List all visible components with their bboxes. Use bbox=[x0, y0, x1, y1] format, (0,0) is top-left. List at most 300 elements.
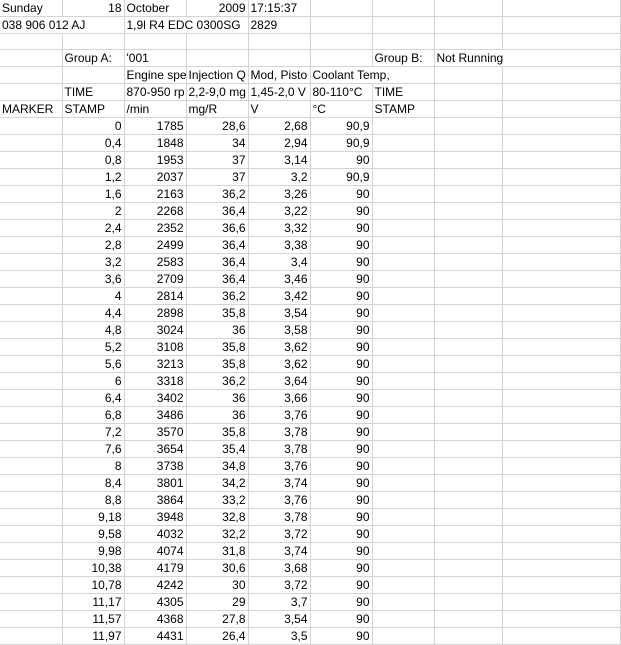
cell-empty[interactable] bbox=[502, 237, 620, 254]
cell-empty[interactable] bbox=[434, 424, 502, 441]
cell-time-stamp[interactable]: 11,57 bbox=[62, 611, 124, 628]
cell-month[interactable]: October bbox=[124, 0, 186, 17]
cell-group-b-stamp-label[interactable]: STAMP bbox=[372, 101, 434, 118]
cell-coolant-temp[interactable]: 90 bbox=[310, 628, 372, 645]
cell-mod-piston[interactable]: 2,94 bbox=[248, 135, 310, 152]
cell-empty[interactable] bbox=[502, 220, 620, 237]
cell-engine-speed[interactable]: 4179 bbox=[124, 560, 186, 577]
cell-empty[interactable] bbox=[434, 34, 502, 50]
cell-empty[interactable] bbox=[434, 322, 502, 339]
cell-time-stamp[interactable]: 2 bbox=[62, 203, 124, 220]
cell-group-b-time-label[interactable]: TIME bbox=[372, 84, 434, 101]
cell-empty[interactable] bbox=[434, 254, 502, 271]
cell-mod-piston[interactable]: 3,58 bbox=[248, 322, 310, 339]
cell-empty[interactable] bbox=[372, 17, 434, 34]
cell-marker[interactable] bbox=[0, 135, 62, 152]
cell-coolant-temp[interactable]: 90 bbox=[310, 322, 372, 339]
cell-engine-speed[interactable]: 1848 bbox=[124, 135, 186, 152]
cell-col-engine-speed[interactable]: Engine spe bbox=[124, 67, 186, 84]
cell-empty[interactable] bbox=[434, 441, 502, 458]
cell-time-stamp[interactable]: 4,8 bbox=[62, 322, 124, 339]
cell-coolant-temp[interactable]: 90 bbox=[310, 237, 372, 254]
cell-injection-qty[interactable]: 27,8 bbox=[186, 611, 248, 628]
cell-empty[interactable] bbox=[502, 543, 620, 560]
cell-empty[interactable] bbox=[372, 560, 434, 577]
cell-mod-piston[interactable]: 3,22 bbox=[248, 203, 310, 220]
cell-injection-qty[interactable]: 36 bbox=[186, 390, 248, 407]
cell-empty[interactable] bbox=[502, 84, 620, 101]
cell-mod-piston[interactable]: 3,76 bbox=[248, 407, 310, 424]
cell-marker[interactable] bbox=[0, 577, 62, 594]
cell-time-stamp[interactable]: 5,6 bbox=[62, 356, 124, 373]
cell-mod-piston[interactable]: 3,26 bbox=[248, 186, 310, 203]
cell-marker[interactable] bbox=[0, 220, 62, 237]
cell-marker[interactable] bbox=[0, 271, 62, 288]
cell-empty[interactable] bbox=[434, 17, 502, 34]
cell-coolant-temp[interactable]: 90 bbox=[310, 577, 372, 594]
cell-group-b-label[interactable]: Group B: bbox=[372, 50, 434, 67]
cell-marker[interactable] bbox=[0, 543, 62, 560]
cell-empty[interactable] bbox=[502, 169, 620, 186]
cell-time-stamp[interactable]: 7,2 bbox=[62, 424, 124, 441]
cell-engine-speed[interactable]: 3318 bbox=[124, 373, 186, 390]
cell-coolant-temp[interactable]: 90 bbox=[310, 373, 372, 390]
cell-empty[interactable] bbox=[372, 271, 434, 288]
cell-empty[interactable] bbox=[310, 50, 372, 67]
cell-empty[interactable] bbox=[434, 101, 502, 118]
cell-injection-qty[interactable]: 37 bbox=[186, 169, 248, 186]
cell-empty[interactable] bbox=[434, 543, 502, 560]
cell-col-coolant-temp[interactable]: Coolant Temp, bbox=[310, 67, 434, 84]
cell-empty[interactable] bbox=[372, 373, 434, 390]
cell-engine-speed[interactable]: 3948 bbox=[124, 509, 186, 526]
cell-empty[interactable] bbox=[372, 152, 434, 169]
cell-injection-qty[interactable]: 36,4 bbox=[186, 203, 248, 220]
cell-empty[interactable] bbox=[502, 322, 620, 339]
cell-coolant-temp[interactable]: 90 bbox=[310, 152, 372, 169]
cell-injection-qty[interactable]: 30 bbox=[186, 577, 248, 594]
cell-coolant-temp[interactable]: 90 bbox=[310, 441, 372, 458]
cell-coolant-temp[interactable]: 90 bbox=[310, 594, 372, 611]
cell-empty[interactable] bbox=[434, 118, 502, 135]
cell-time-stamp[interactable]: 9,18 bbox=[62, 509, 124, 526]
cell-empty[interactable] bbox=[502, 135, 620, 152]
cell-marker[interactable] bbox=[0, 254, 62, 271]
cell-marker[interactable] bbox=[0, 475, 62, 492]
cell-coolant-temp[interactable]: 90 bbox=[310, 509, 372, 526]
cell-empty[interactable] bbox=[502, 458, 620, 475]
cell-coolant-temp[interactable]: 90,9 bbox=[310, 118, 372, 135]
cell-empty[interactable] bbox=[434, 220, 502, 237]
cell-injection-qty[interactable]: 34 bbox=[186, 135, 248, 152]
cell-engine-desc[interactable]: 1,9l R4 EDC 0300SG bbox=[124, 17, 248, 34]
cell-empty[interactable] bbox=[372, 458, 434, 475]
cell-time-stamp[interactable]: 7,6 bbox=[62, 441, 124, 458]
cell-marker[interactable] bbox=[0, 628, 62, 645]
cell-time-stamp[interactable]: 1,6 bbox=[62, 186, 124, 203]
cell-empty[interactable] bbox=[372, 322, 434, 339]
cell-injection-qty[interactable]: 35,4 bbox=[186, 441, 248, 458]
cell-empty[interactable] bbox=[502, 611, 620, 628]
cell-empty[interactable] bbox=[372, 186, 434, 203]
cell-empty[interactable] bbox=[434, 237, 502, 254]
cell-empty[interactable] bbox=[372, 441, 434, 458]
cell-empty[interactable] bbox=[434, 135, 502, 152]
cell-injection-qty[interactable]: 36 bbox=[186, 322, 248, 339]
cell-empty[interactable] bbox=[0, 50, 62, 67]
cell-mod-piston[interactable]: 3,78 bbox=[248, 509, 310, 526]
cell-coolant-temp[interactable]: 90 bbox=[310, 271, 372, 288]
cell-date-num[interactable]: 18 bbox=[62, 0, 124, 17]
cell-mod-piston[interactable]: 3,78 bbox=[248, 441, 310, 458]
cell-engine-speed[interactable]: 4305 bbox=[124, 594, 186, 611]
cell-empty[interactable] bbox=[372, 509, 434, 526]
cell-coolant-temp[interactable]: 90 bbox=[310, 492, 372, 509]
cell-marker[interactable] bbox=[0, 186, 62, 203]
cell-empty[interactable] bbox=[372, 305, 434, 322]
cell-empty[interactable] bbox=[434, 203, 502, 220]
cell-empty[interactable] bbox=[434, 577, 502, 594]
cell-empty[interactable] bbox=[434, 305, 502, 322]
cell-empty[interactable] bbox=[502, 288, 620, 305]
cell-empty[interactable] bbox=[502, 203, 620, 220]
cell-empty[interactable] bbox=[372, 407, 434, 424]
cell-time-stamp[interactable]: 11,17 bbox=[62, 594, 124, 611]
cell-empty[interactable] bbox=[372, 628, 434, 645]
cell-engine-speed[interactable]: 4074 bbox=[124, 543, 186, 560]
cell-empty[interactable] bbox=[372, 543, 434, 560]
cell-injection-qty[interactable]: 36,2 bbox=[186, 288, 248, 305]
cell-injection-qty[interactable]: 36,2 bbox=[186, 373, 248, 390]
cell-group-a-label[interactable]: Group A: bbox=[62, 50, 124, 67]
cell-empty[interactable] bbox=[372, 577, 434, 594]
cell-coolant-temp[interactable]: 90 bbox=[310, 611, 372, 628]
cell-marker[interactable] bbox=[0, 492, 62, 509]
cell-empty[interactable] bbox=[0, 34, 62, 50]
cell-empty[interactable] bbox=[434, 373, 502, 390]
cell-time-stamp[interactable]: 6,8 bbox=[62, 407, 124, 424]
cell-empty[interactable] bbox=[434, 84, 502, 101]
cell-engine-speed[interactable]: 2583 bbox=[124, 254, 186, 271]
cell-time-stamp[interactable]: 0,8 bbox=[62, 152, 124, 169]
cell-injection-qty[interactable]: 36,4 bbox=[186, 237, 248, 254]
cell-coolant-temp[interactable]: 90 bbox=[310, 543, 372, 560]
cell-empty[interactable] bbox=[502, 594, 620, 611]
cell-empty[interactable] bbox=[434, 339, 502, 356]
cell-empty[interactable] bbox=[0, 84, 62, 101]
cell-empty[interactable] bbox=[434, 594, 502, 611]
cell-empty[interactable] bbox=[434, 67, 502, 84]
cell-injection-qty[interactable]: 35,8 bbox=[186, 339, 248, 356]
cell-marker[interactable] bbox=[0, 237, 62, 254]
cell-empty[interactable] bbox=[502, 492, 620, 509]
cell-mod-piston[interactable]: 3,76 bbox=[248, 492, 310, 509]
cell-mod-piston[interactable]: 3,42 bbox=[248, 288, 310, 305]
cell-empty[interactable] bbox=[434, 407, 502, 424]
cell-engine-speed[interactable]: 3108 bbox=[124, 339, 186, 356]
cell-empty[interactable] bbox=[372, 169, 434, 186]
cell-time-stamp[interactable]: 2,4 bbox=[62, 220, 124, 237]
cell-injection-qty[interactable]: 34,8 bbox=[186, 458, 248, 475]
cell-time-stamp[interactable]: 9,58 bbox=[62, 526, 124, 543]
cell-empty[interactable] bbox=[434, 390, 502, 407]
cell-empty[interactable] bbox=[372, 594, 434, 611]
cell-time-stamp[interactable]: 9,98 bbox=[62, 543, 124, 560]
cell-empty[interactable] bbox=[502, 305, 620, 322]
cell-empty[interactable] bbox=[502, 67, 620, 84]
cell-engine-speed[interactable]: 2499 bbox=[124, 237, 186, 254]
cell-empty[interactable] bbox=[502, 373, 620, 390]
cell-engine-speed[interactable]: 2898 bbox=[124, 305, 186, 322]
cell-time-stamp[interactable]: 10,38 bbox=[62, 560, 124, 577]
cell-mod-piston[interactable]: 3,74 bbox=[248, 543, 310, 560]
cell-time-stamp[interactable]: 10,78 bbox=[62, 577, 124, 594]
cell-engine-speed[interactable]: 3486 bbox=[124, 407, 186, 424]
cell-empty[interactable] bbox=[372, 118, 434, 135]
cell-time-stamp[interactable]: 11,97 bbox=[62, 628, 124, 645]
cell-marker[interactable] bbox=[0, 305, 62, 322]
cell-mod-piston[interactable]: 3,76 bbox=[248, 458, 310, 475]
cell-marker[interactable] bbox=[0, 424, 62, 441]
cell-engine-speed[interactable]: 4242 bbox=[124, 577, 186, 594]
cell-empty[interactable] bbox=[502, 152, 620, 169]
cell-empty[interactable] bbox=[502, 509, 620, 526]
cell-empty[interactable] bbox=[372, 0, 434, 17]
cell-part-number[interactable]: 038 906 012 AJ bbox=[0, 17, 124, 34]
cell-coolant-temp[interactable]: 90 bbox=[310, 458, 372, 475]
cell-day[interactable]: Sunday bbox=[0, 0, 62, 17]
cell-mod-piston[interactable]: 3,38 bbox=[248, 237, 310, 254]
cell-mod-piston[interactable]: 3,32 bbox=[248, 220, 310, 237]
cell-engine-speed[interactable]: 1953 bbox=[124, 152, 186, 169]
cell-time-stamp[interactable]: 6,4 bbox=[62, 390, 124, 407]
cell-empty[interactable] bbox=[434, 169, 502, 186]
cell-marker[interactable] bbox=[0, 526, 62, 543]
cell-empty[interactable] bbox=[372, 424, 434, 441]
cell-empty[interactable] bbox=[372, 475, 434, 492]
cell-coolant-temp[interactable]: 90 bbox=[310, 526, 372, 543]
cell-mod-piston[interactable]: 3,54 bbox=[248, 305, 310, 322]
cell-engine-speed[interactable]: 1785 bbox=[124, 118, 186, 135]
cell-empty[interactable] bbox=[434, 271, 502, 288]
cell-marker[interactable] bbox=[0, 611, 62, 628]
cell-marker[interactable] bbox=[0, 339, 62, 356]
cell-empty[interactable] bbox=[502, 101, 620, 118]
cell-empty[interactable] bbox=[434, 560, 502, 577]
cell-empty[interactable] bbox=[310, 0, 372, 17]
cell-mod-piston[interactable]: 3,72 bbox=[248, 577, 310, 594]
cell-empty[interactable] bbox=[434, 475, 502, 492]
cell-unit-engine-speed[interactable]: /min bbox=[124, 101, 186, 118]
cell-empty[interactable] bbox=[372, 390, 434, 407]
cell-injection-qty[interactable]: 36,4 bbox=[186, 271, 248, 288]
cell-marker[interactable] bbox=[0, 441, 62, 458]
cell-injection-qty[interactable]: 30,6 bbox=[186, 560, 248, 577]
cell-engine-speed[interactable]: 3738 bbox=[124, 458, 186, 475]
cell-injection-qty[interactable]: 33,2 bbox=[186, 492, 248, 509]
cell-time-label[interactable]: TIME bbox=[62, 84, 124, 101]
cell-empty[interactable] bbox=[372, 339, 434, 356]
cell-mod-piston[interactable]: 3,2 bbox=[248, 169, 310, 186]
cell-empty[interactable] bbox=[502, 34, 620, 50]
cell-coolant-temp[interactable]: 90 bbox=[310, 407, 372, 424]
cell-injection-qty[interactable]: 29 bbox=[186, 594, 248, 611]
cell-empty[interactable] bbox=[502, 186, 620, 203]
cell-empty[interactable] bbox=[502, 271, 620, 288]
cell-unit-injection-qty[interactable]: mg/R bbox=[186, 101, 248, 118]
cell-empty[interactable] bbox=[502, 339, 620, 356]
cell-injection-qty[interactable]: 35,8 bbox=[186, 424, 248, 441]
cell-empty[interactable] bbox=[502, 560, 620, 577]
cell-mod-piston[interactable]: 2,68 bbox=[248, 118, 310, 135]
cell-injection-qty[interactable]: 32,2 bbox=[186, 526, 248, 543]
cell-coolant-temp[interactable]: 90 bbox=[310, 220, 372, 237]
cell-injection-qty[interactable]: 36,2 bbox=[186, 186, 248, 203]
cell-empty[interactable] bbox=[502, 424, 620, 441]
cell-injection-qty[interactable]: 32,8 bbox=[186, 509, 248, 526]
cell-injection-qty[interactable]: 36 bbox=[186, 407, 248, 424]
cell-group-a-id[interactable]: '001 bbox=[124, 50, 186, 67]
cell-empty[interactable] bbox=[502, 356, 620, 373]
cell-engine-speed[interactable]: 2352 bbox=[124, 220, 186, 237]
cell-marker[interactable] bbox=[0, 509, 62, 526]
cell-engine-speed[interactable]: 3213 bbox=[124, 356, 186, 373]
cell-empty[interactable] bbox=[62, 67, 124, 84]
cell-engine-speed[interactable]: 3864 bbox=[124, 492, 186, 509]
cell-coolant-temp[interactable]: 90,9 bbox=[310, 135, 372, 152]
cell-time-stamp[interactable]: 4 bbox=[62, 288, 124, 305]
cell-range-coolant-temp[interactable]: 80-110°C bbox=[310, 84, 372, 101]
cell-coolant-temp[interactable]: 90 bbox=[310, 288, 372, 305]
cell-injection-qty[interactable]: 35,8 bbox=[186, 305, 248, 322]
cell-marker[interactable] bbox=[0, 407, 62, 424]
cell-col-injection-qty[interactable]: Injection Q bbox=[186, 67, 248, 84]
cell-injection-qty[interactable]: 34,2 bbox=[186, 475, 248, 492]
cell-marker[interactable] bbox=[0, 390, 62, 407]
cell-empty[interactable] bbox=[186, 50, 248, 67]
cell-time-stamp[interactable]: 1,2 bbox=[62, 169, 124, 186]
cell-coolant-temp[interactable]: 90 bbox=[310, 203, 372, 220]
cell-empty[interactable] bbox=[502, 118, 620, 135]
cell-mod-piston[interactable]: 3,64 bbox=[248, 373, 310, 390]
cell-marker[interactable] bbox=[0, 152, 62, 169]
cell-empty[interactable] bbox=[502, 475, 620, 492]
cell-empty[interactable] bbox=[372, 237, 434, 254]
cell-empty[interactable] bbox=[310, 34, 372, 50]
cell-stamp-label[interactable]: STAMP bbox=[62, 101, 124, 118]
cell-empty[interactable] bbox=[434, 152, 502, 169]
cell-range-mod-piston[interactable]: 1,45-2,0 V bbox=[248, 84, 310, 101]
cell-engine-speed[interactable]: 4431 bbox=[124, 628, 186, 645]
cell-marker[interactable] bbox=[0, 169, 62, 186]
cell-mod-piston[interactable]: 3,74 bbox=[248, 475, 310, 492]
cell-range-injection-qty[interactable]: 2,2-9,0 mg bbox=[186, 84, 248, 101]
cell-coolant-temp[interactable]: 90 bbox=[310, 356, 372, 373]
cell-empty[interactable] bbox=[372, 288, 434, 305]
cell-empty[interactable] bbox=[502, 441, 620, 458]
cell-empty[interactable] bbox=[310, 17, 372, 34]
cell-marker[interactable] bbox=[0, 203, 62, 220]
cell-empty[interactable] bbox=[434, 288, 502, 305]
cell-coolant-temp[interactable]: 90 bbox=[310, 475, 372, 492]
cell-mod-piston[interactable]: 3,5 bbox=[248, 628, 310, 645]
cell-time-stamp[interactable]: 8,4 bbox=[62, 475, 124, 492]
cell-empty[interactable] bbox=[124, 34, 186, 50]
cell-coolant-temp[interactable]: 90 bbox=[310, 339, 372, 356]
cell-unit-mod-piston[interactable]: V bbox=[248, 101, 310, 118]
cell-mod-piston[interactable]: 3,46 bbox=[248, 271, 310, 288]
cell-time-stamp[interactable]: 5,2 bbox=[62, 339, 124, 356]
cell-empty[interactable] bbox=[372, 203, 434, 220]
cell-engine-speed[interactable]: 2709 bbox=[124, 271, 186, 288]
cell-empty[interactable] bbox=[434, 628, 502, 645]
cell-engine-speed[interactable]: 2814 bbox=[124, 288, 186, 305]
cell-marker[interactable] bbox=[0, 288, 62, 305]
cell-injection-qty[interactable]: 31,8 bbox=[186, 543, 248, 560]
cell-mod-piston[interactable]: 3,78 bbox=[248, 424, 310, 441]
cell-injection-qty[interactable]: 26,4 bbox=[186, 628, 248, 645]
cell-injection-qty[interactable]: 36,4 bbox=[186, 254, 248, 271]
cell-time-stamp[interactable]: 2,8 bbox=[62, 237, 124, 254]
cell-coolant-temp[interactable]: 90 bbox=[310, 254, 372, 271]
cell-empty[interactable] bbox=[434, 492, 502, 509]
cell-empty[interactable] bbox=[502, 17, 620, 34]
cell-empty[interactable] bbox=[434, 0, 502, 17]
cell-injection-qty[interactable]: 36,6 bbox=[186, 220, 248, 237]
cell-time-stamp[interactable]: 8,8 bbox=[62, 492, 124, 509]
cell-empty[interactable] bbox=[372, 526, 434, 543]
cell-engine-speed[interactable]: 2037 bbox=[124, 169, 186, 186]
cell-empty[interactable] bbox=[502, 526, 620, 543]
cell-marker[interactable] bbox=[0, 356, 62, 373]
cell-empty[interactable] bbox=[434, 509, 502, 526]
cell-coolant-temp[interactable]: 90 bbox=[310, 390, 372, 407]
cell-engine-speed[interactable]: 3801 bbox=[124, 475, 186, 492]
cell-engine-speed[interactable]: 3024 bbox=[124, 322, 186, 339]
cell-engine-speed[interactable]: 3570 bbox=[124, 424, 186, 441]
cell-engine-speed[interactable]: 3402 bbox=[124, 390, 186, 407]
cell-time-stamp[interactable]: 0 bbox=[62, 118, 124, 135]
cell-unit-coolant-temp[interactable]: °C bbox=[310, 101, 372, 118]
cell-engine-speed[interactable]: 2268 bbox=[124, 203, 186, 220]
cell-empty[interactable] bbox=[248, 50, 310, 67]
cell-empty[interactable] bbox=[502, 390, 620, 407]
cell-engine-speed[interactable]: 4032 bbox=[124, 526, 186, 543]
cell-empty[interactable] bbox=[372, 254, 434, 271]
cell-mod-piston[interactable]: 3,68 bbox=[248, 560, 310, 577]
cell-mod-piston[interactable]: 3,62 bbox=[248, 339, 310, 356]
cell-empty[interactable] bbox=[434, 526, 502, 543]
cell-empty[interactable] bbox=[434, 458, 502, 475]
cell-empty[interactable] bbox=[0, 67, 62, 84]
cell-empty[interactable] bbox=[62, 34, 124, 50]
cell-time-stamp[interactable]: 6 bbox=[62, 373, 124, 390]
cell-empty[interactable] bbox=[372, 611, 434, 628]
cell-time-stamp[interactable]: 3,2 bbox=[62, 254, 124, 271]
cell-empty[interactable] bbox=[372, 492, 434, 509]
cell-injection-qty[interactable]: 35,8 bbox=[186, 356, 248, 373]
cell-marker[interactable] bbox=[0, 118, 62, 135]
cell-empty[interactable] bbox=[186, 34, 248, 50]
cell-engine-speed[interactable]: 2163 bbox=[124, 186, 186, 203]
cell-empty[interactable] bbox=[434, 186, 502, 203]
cell-range-engine-speed[interactable]: 870-950 rp bbox=[124, 84, 186, 101]
cell-time-stamp[interactable]: 3,6 bbox=[62, 271, 124, 288]
cell-group-b-status[interactable]: Not Running bbox=[434, 50, 620, 67]
cell-mod-piston[interactable]: 3,14 bbox=[248, 152, 310, 169]
cell-coolant-temp[interactable]: 90,9 bbox=[310, 169, 372, 186]
cell-mod-piston[interactable]: 3,7 bbox=[248, 594, 310, 611]
